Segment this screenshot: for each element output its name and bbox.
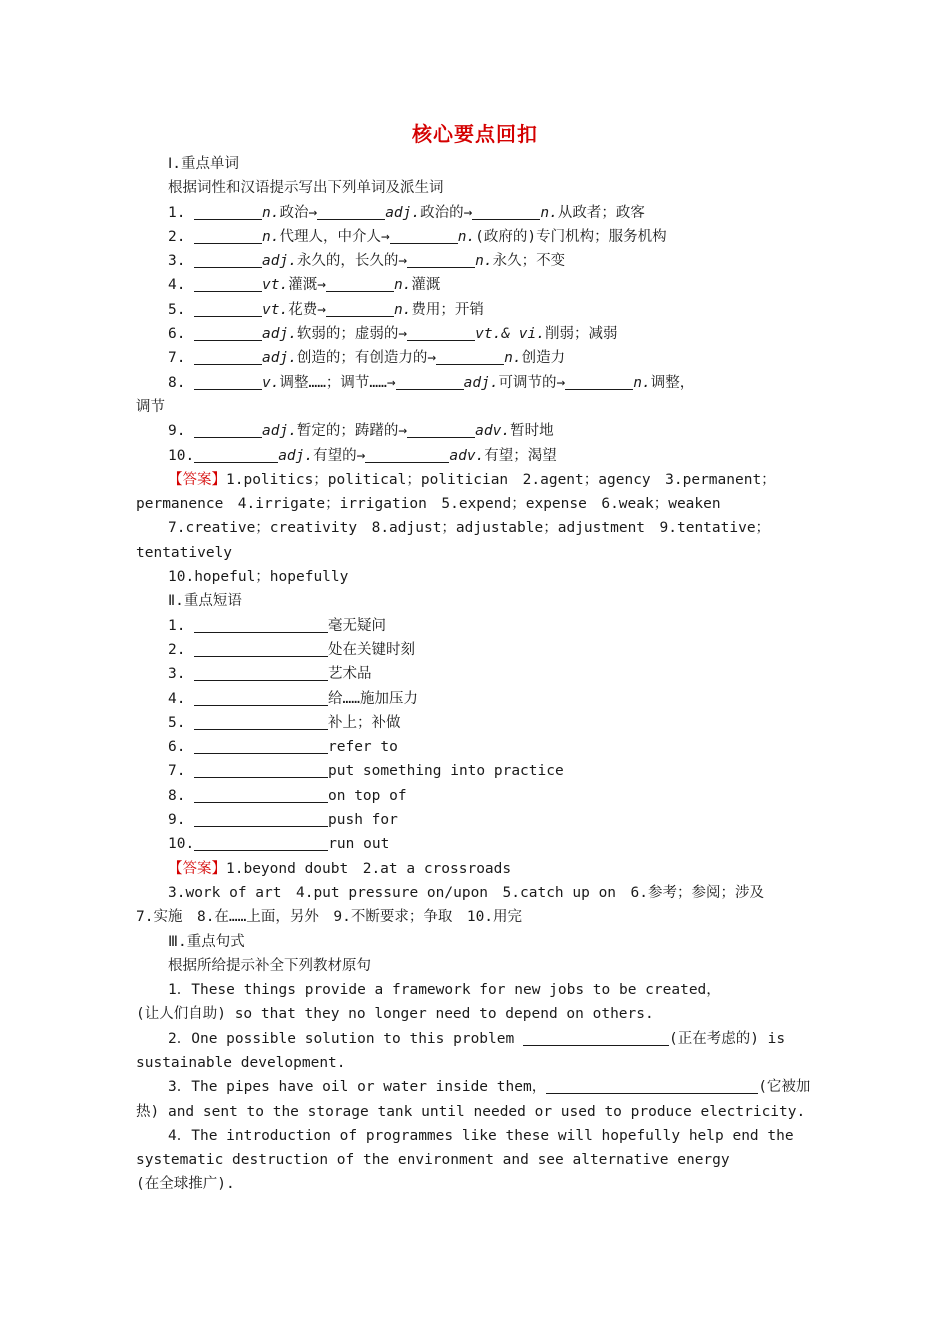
sentence-3-line-1	[136, 1075, 816, 1099]
item-number: 9.	[168, 812, 186, 829]
phrase-hint: on top of	[328, 787, 407, 804]
item-number: 1.	[168, 204, 186, 221]
phrase-item	[136, 832, 816, 856]
section2-answer-line-2: 3.work of art 4.put pressure on/upon 5.catch up on 6.参考；参阅；涉及	[168, 884, 764, 901]
answer-blank[interactable]	[436, 348, 504, 365]
part-of-speech: adv.	[449, 447, 485, 464]
meaning-hint: 暂时地	[510, 423, 554, 440]
section1-instruction: 根据词性和汉语提示写出下列单词及派生词	[168, 180, 444, 197]
meaning-hint: 创造力	[521, 350, 566, 367]
content	[136, 152, 816, 1197]
page-title: 核心要点回扣	[412, 122, 538, 146]
part-of-speech: vt.	[262, 301, 289, 318]
sentence-4-line-1: 4．The introduction of programmes like these will hopefully help end the	[168, 1127, 794, 1144]
vocab-item	[136, 322, 816, 346]
section1-answer-line-5: 10.hopeful；hopefully	[168, 569, 349, 586]
phrase-item	[136, 711, 816, 735]
item-number: 3.	[168, 666, 186, 683]
meaning-hint: 政治的→	[420, 204, 473, 221]
item-number: 10.	[168, 836, 195, 853]
phrase-hint: put something into practice	[328, 763, 564, 780]
sentence-2-text-b: (正在考虑的) is	[668, 1030, 786, 1047]
vocab-item	[136, 225, 816, 249]
part-of-speech: n.	[457, 228, 476, 245]
phrase-hint: refer to	[328, 739, 398, 756]
phrase-hint: 毫无疑问	[328, 617, 386, 634]
section1-answer-line-2: permanence 4.irrigate；irrigation 5.expend；expense 6.weak；weaken	[136, 496, 721, 513]
meaning-hint: 有望的→	[313, 447, 366, 464]
answer-blank[interactable]	[390, 227, 458, 244]
section1-answer-line-4: tentatively	[136, 544, 233, 561]
vocab-item	[136, 371, 816, 395]
answer-blank[interactable]	[365, 446, 449, 463]
answer-blank[interactable]	[407, 421, 475, 438]
answer-blank[interactable]	[194, 373, 262, 390]
part-of-speech: n.	[633, 374, 651, 391]
answer-blank[interactable]	[326, 275, 394, 292]
section1-answer-line-1	[136, 468, 816, 492]
item-number: 6.	[168, 326, 186, 343]
sentence-2-line-1	[136, 1027, 816, 1051]
meaning-hint: 代理人，中介人→	[279, 228, 390, 245]
phrase-item	[136, 638, 816, 662]
meaning-hint: (政府的)专门机构；服务机构	[475, 228, 667, 245]
meaning-hint: 政治→	[279, 204, 318, 221]
item-number: 10.	[168, 447, 195, 464]
part-of-speech: n.	[504, 350, 522, 367]
answer-blank[interactable]	[326, 300, 394, 317]
sentence-3-blank[interactable]	[546, 1077, 758, 1094]
item-number: 7.	[168, 350, 186, 367]
answer-blank[interactable]	[194, 446, 278, 463]
part-of-speech: adj.	[463, 374, 499, 391]
part-of-speech: vt.& vi.	[475, 326, 545, 343]
answer-blank[interactable]	[194, 810, 328, 827]
answer-blank[interactable]	[194, 421, 262, 438]
part-of-speech: n.	[262, 228, 280, 245]
section2-answer-text: 1.beyond doubt 2.at a crossroads	[226, 860, 512, 877]
meaning-hint: 灌溉→	[288, 277, 326, 294]
section2-heading: Ⅱ.重点短语	[168, 593, 242, 610]
phrase-hint: run out	[328, 836, 390, 853]
answer-blank[interactable]	[194, 227, 262, 244]
answer-blank[interactable]	[194, 689, 328, 706]
part-of-speech: v.	[262, 374, 280, 391]
answer-blank[interactable]	[194, 737, 328, 754]
answer-blank[interactable]	[194, 761, 328, 778]
phrase-item	[136, 687, 816, 711]
item-number: 2.	[168, 641, 186, 658]
part-of-speech: adj.	[262, 423, 297, 440]
item-number: 1.	[168, 617, 186, 634]
answer-blank[interactable]	[407, 324, 475, 341]
meaning-hint: 永久；不变	[492, 253, 566, 270]
part-of-speech: n.	[393, 301, 412, 318]
meaning-hint: 软弱的；虚弱的→	[296, 326, 408, 343]
part-of-speech: adj.	[385, 204, 421, 221]
item-number: 9.	[168, 423, 186, 440]
phrase-item	[136, 808, 816, 832]
meaning-hint: 有望；渴望	[484, 447, 557, 464]
phrase-hint: 补上；补做	[328, 714, 401, 731]
vocab-item	[136, 346, 816, 370]
phrase-hint: 艺术品	[328, 666, 372, 683]
answer-blank[interactable]	[194, 300, 262, 317]
item-number: 7.	[168, 763, 186, 780]
meaning-hint: 调整，	[650, 374, 695, 391]
meaning-hint: 费用；开销	[411, 301, 484, 318]
meaning-hint: 灌溉	[411, 277, 441, 294]
answer-blank[interactable]	[194, 324, 262, 341]
vocab-item	[136, 201, 816, 225]
meaning-hint: 花费→	[288, 301, 326, 318]
item-number: 5.	[168, 301, 186, 318]
answer-blank[interactable]	[317, 203, 385, 220]
answer-blank[interactable]	[472, 203, 540, 220]
sentence-3-text-b: (它被加	[758, 1079, 811, 1096]
section3-heading: Ⅲ.重点句式	[168, 933, 245, 950]
vocab-item	[136, 273, 816, 297]
part-of-speech: adv.	[475, 423, 511, 440]
section1-answer-label: 【答案】	[168, 471, 226, 488]
vocab-item	[136, 419, 816, 443]
meaning-hint: 可调节的→	[498, 374, 566, 391]
section2-answer-label: 【答案】	[168, 860, 226, 877]
item-number: 2.	[168, 228, 186, 245]
phrase-item	[136, 759, 816, 783]
answer-blank[interactable]	[194, 348, 262, 365]
section1-answer-text: 1.politics；political；politician 2.agent；agency 3.permanent；	[226, 471, 776, 488]
item-number: 4.	[168, 690, 186, 707]
sentence-3-text-a: 3．The pipes have oil or water inside them，	[168, 1079, 547, 1096]
section2-items	[136, 614, 816, 857]
part-of-speech: vt.	[262, 277, 289, 294]
sentence-2-line-2: sustainable development.	[136, 1054, 346, 1071]
part-of-speech: adj.	[262, 326, 297, 343]
phrase-item	[136, 614, 816, 638]
meaning-hint: 调整……；调节……→	[279, 374, 396, 391]
vocab-item	[136, 298, 816, 322]
meaning-hint: 永久的，长久的→	[296, 253, 408, 270]
meaning-hint: 削弱；减弱	[545, 326, 618, 343]
part-of-speech: n.	[393, 277, 412, 294]
answer-blank[interactable]	[194, 616, 328, 633]
phrase-item	[136, 662, 816, 686]
part-of-speech: n.	[540, 204, 558, 221]
item-number: 6.	[168, 739, 186, 756]
meaning-hint: 暂定的；踌躇的→	[296, 423, 408, 440]
phrase-item	[136, 784, 816, 808]
item-number: 8.	[168, 787, 186, 804]
meaning-hint: 创造的；有创造力的→	[296, 350, 437, 367]
item-number: 5.	[168, 714, 186, 731]
answer-blank[interactable]	[194, 713, 328, 730]
meaning-hint: 从政者；政客	[557, 204, 645, 221]
vocab-item	[136, 249, 816, 273]
answer-blank[interactable]	[194, 834, 328, 851]
answer-blank[interactable]	[194, 640, 328, 657]
answer-blank[interactable]	[565, 373, 633, 390]
part-of-speech: adj.	[262, 253, 297, 270]
answer-blank[interactable]	[194, 275, 262, 292]
part-of-speech: n.	[262, 204, 280, 221]
vocab-item-continuation: 调节	[136, 398, 165, 415]
section2-answer-line-1	[136, 857, 816, 881]
answer-blank[interactable]	[396, 373, 464, 390]
section1-answer-line-3: 7.creative；creativity 8.adjust；adjustable；adjustment 9.tentative；	[168, 520, 771, 537]
answer-blank[interactable]	[194, 664, 328, 681]
section1-items	[136, 201, 816, 468]
sentence-4-line-2: systematic destruction of the environment and see alternative energy	[136, 1152, 730, 1169]
answer-blank[interactable]	[194, 786, 328, 803]
phrase-hint: push for	[328, 812, 398, 829]
sentence-1-line-1: 1．These things provide a framework for new jobs to be created，	[168, 982, 721, 999]
item-number: 3.	[168, 253, 186, 270]
section1-heading: Ⅰ.重点单词	[168, 156, 240, 172]
section3-instruction: 根据所给提示补全下列教材原句	[168, 957, 371, 974]
item-number: 4.	[168, 277, 186, 294]
phrase-item	[136, 735, 816, 759]
section2-answer-line-3: 7.实施 8.在……上面，另外 9.不断要求；争取 10.用完	[136, 909, 523, 926]
part-of-speech: adj.	[278, 447, 314, 464]
part-of-speech: n.	[475, 253, 493, 270]
item-number: 8.	[168, 374, 186, 391]
vocab-item	[136, 444, 816, 468]
sentence-4-line-3: (在全球推广).	[136, 1176, 235, 1193]
phrase-hint: 给……施加压力	[328, 690, 418, 707]
sentence-2-blank[interactable]	[523, 1029, 669, 1046]
answer-blank[interactable]	[407, 251, 475, 268]
part-of-speech: adj.	[262, 350, 297, 367]
phrase-hint: 处在关键时刻	[328, 641, 415, 658]
sentence-1-line-2: (让人们自助) so that they no longer need to depend on others.	[136, 1006, 654, 1023]
sentence-2-text-a: 2．One possible solution to this problem	[168, 1030, 515, 1047]
answer-blank[interactable]	[194, 251, 262, 268]
sentence-3-line-2: 热) and sent to the storage tank until needed or used to produce electricity.	[136, 1103, 806, 1120]
answer-blank[interactable]	[194, 203, 262, 220]
